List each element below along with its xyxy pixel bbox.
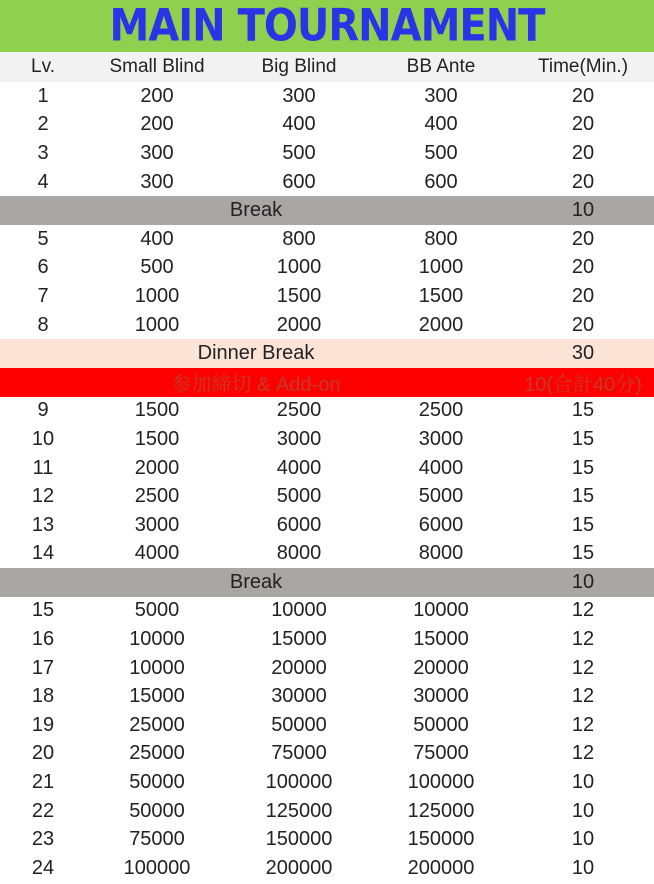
table-row: [0, 111, 654, 140]
table-row: [0, 768, 654, 797]
small-blind-cell: 10000: [129, 628, 185, 651]
time-cell: 15: [571, 513, 595, 536]
bb-ante-cell: 5000: [418, 485, 464, 508]
big-blind-cell: 100000: [265, 771, 333, 794]
big-blind-cell: 50000: [271, 713, 327, 736]
big-blind-cell: 75000: [271, 742, 327, 765]
bb-ante-cell: 100000: [407, 771, 475, 794]
big-blind-cell: 15000: [271, 628, 327, 651]
time-cell: 15: [571, 427, 595, 450]
bb-ante-cell: 400: [424, 113, 458, 136]
bb-ante-cell: 2500: [418, 399, 464, 422]
break-label: Break: [229, 199, 283, 222]
level-cell: 6: [37, 256, 49, 279]
table-row: [0, 797, 654, 826]
bb-ante-cell: 8000: [418, 542, 464, 565]
break-time-cell: 10: [571, 199, 595, 222]
bb-ante-cell: 300: [424, 84, 458, 107]
big-blind-cell: 400: [282, 113, 316, 136]
small-blind-cell: 100000: [123, 856, 191, 879]
table-row: [0, 740, 654, 769]
big-blind-cell: 2500: [276, 399, 322, 422]
table-row: [0, 540, 654, 569]
time-cell: 15: [571, 485, 595, 508]
break-row: [0, 196, 654, 225]
small-blind-cell: 25000: [129, 713, 185, 736]
level-cell: 2: [37, 113, 49, 136]
time-cell: 12: [571, 599, 595, 622]
time-cell: 20: [571, 284, 595, 307]
big-blind-cell: 1500: [276, 284, 322, 307]
level-cell: 24: [31, 856, 55, 879]
small-blind-cell: 50000: [129, 799, 185, 822]
table-row: [0, 825, 654, 854]
bb-ante-cell: 600: [424, 170, 458, 193]
time-cell: 10: [571, 856, 595, 879]
level-cell: 14: [31, 542, 55, 565]
break-row: [0, 568, 654, 597]
small-blind-cell: 15000: [129, 685, 185, 708]
time-cell: 12: [571, 628, 595, 651]
title-bar: [0, 0, 654, 52]
small-blind-cell: 75000: [129, 828, 185, 851]
column-header-time: Time(Min.): [537, 56, 629, 77]
small-blind-cell: 2000: [134, 456, 180, 479]
big-blind-cell: 10000: [271, 599, 327, 622]
table-row: [0, 711, 654, 740]
big-blind-cell: 150000: [265, 828, 333, 851]
table-row: [0, 854, 654, 883]
table-row: [0, 311, 654, 340]
time-cell: 12: [571, 656, 595, 679]
level-cell: 7: [37, 284, 49, 307]
bb-ante-cell: 20000: [413, 656, 469, 679]
bb-ante-cell: 500: [424, 141, 458, 164]
level-cell: 9: [37, 399, 49, 422]
small-blind-cell: 2500: [134, 485, 180, 508]
time-cell: 20: [571, 313, 595, 336]
time-cell: 10: [571, 799, 595, 822]
small-blind-cell: 3000: [134, 513, 180, 536]
small-blind-cell: 300: [140, 141, 174, 164]
small-blind-cell: 1000: [134, 313, 180, 336]
table-row: [0, 168, 654, 197]
bb-ante-cell: 3000: [418, 427, 464, 450]
table-row: [0, 511, 654, 540]
bb-ante-cell: 800: [424, 227, 458, 250]
column-header-level: Lv.: [31, 56, 55, 77]
big-blind-cell: 4000: [276, 456, 322, 479]
table-row: [0, 397, 654, 426]
big-blind-cell: 125000: [265, 799, 333, 822]
time-cell: 20: [571, 84, 595, 107]
level-cell: 5: [37, 227, 49, 250]
big-blind-cell: 600: [282, 170, 316, 193]
table-row: [0, 682, 654, 711]
time-cell: 15: [571, 399, 595, 422]
big-blind-cell: 2000: [276, 313, 322, 336]
level-cell: 12: [31, 485, 55, 508]
blind-structure-table: [0, 52, 654, 883]
level-cell: 21: [31, 771, 55, 794]
level-cell: 3: [37, 141, 49, 164]
bb-ante-cell: 1000: [418, 256, 464, 279]
big-blind-cell: 200000: [265, 856, 333, 879]
bb-ante-cell: 10000: [413, 599, 469, 622]
small-blind-cell: 500: [140, 256, 174, 279]
table-row: [0, 625, 654, 654]
table-row: [0, 482, 654, 511]
bb-ante-cell: 30000: [413, 685, 469, 708]
break-time-cell: 10: [571, 570, 595, 593]
level-cell: 10: [31, 427, 55, 450]
time-cell: 10: [571, 828, 595, 851]
big-blind-cell: 800: [282, 227, 316, 250]
bb-ante-cell: 15000: [413, 628, 469, 651]
table-row: [0, 225, 654, 254]
break-label: 参加締切 & Add-on: [171, 373, 341, 396]
break-time-cell: 10(合計40分): [524, 373, 642, 396]
column-header-small-blind: Small Blind: [109, 56, 205, 77]
dinner-break-row: [0, 339, 654, 368]
time-cell: 20: [571, 227, 595, 250]
small-blind-cell: 200: [140, 84, 174, 107]
small-blind-cell: 4000: [134, 542, 180, 565]
small-blind-cell: 400: [140, 227, 174, 250]
time-cell: 20: [571, 170, 595, 193]
big-blind-cell: 20000: [271, 656, 327, 679]
level-cell: 18: [31, 685, 55, 708]
small-blind-cell: 25000: [129, 742, 185, 765]
page-title: MAIN TOURNAMENT: [109, 0, 545, 52]
break-label: Dinner Break: [197, 342, 315, 365]
time-cell: 12: [571, 685, 595, 708]
big-blind-cell: 8000: [276, 542, 322, 565]
bb-ante-cell: 75000: [413, 742, 469, 765]
column-header-big-blind: Big Blind: [261, 56, 337, 77]
column-header-bb-ante: BB Ante: [406, 56, 476, 77]
time-cell: 12: [571, 713, 595, 736]
table-row: [0, 282, 654, 311]
small-blind-cell: 1000: [134, 284, 180, 307]
big-blind-cell: 30000: [271, 685, 327, 708]
bb-ante-cell: 125000: [407, 799, 475, 822]
time-cell: 20: [571, 256, 595, 279]
time-cell: 20: [571, 113, 595, 136]
table-row: [0, 654, 654, 683]
level-cell: 17: [31, 656, 55, 679]
small-blind-cell: 10000: [129, 656, 185, 679]
time-cell: 12: [571, 742, 595, 765]
bb-ante-cell: 6000: [418, 513, 464, 536]
level-cell: 4: [37, 170, 49, 193]
level-cell: 11: [32, 456, 54, 479]
bb-ante-cell: 1500: [418, 284, 464, 307]
big-blind-cell: 300: [282, 84, 316, 107]
time-cell: 20: [571, 141, 595, 164]
time-cell: 15: [571, 456, 595, 479]
bb-ante-cell: 200000: [407, 856, 475, 879]
small-blind-cell: 50000: [129, 771, 185, 794]
bb-ante-cell: 4000: [418, 456, 464, 479]
small-blind-cell: 200: [140, 113, 174, 136]
table-row: [0, 254, 654, 283]
bb-ante-cell: 50000: [413, 713, 469, 736]
table-row: [0, 425, 654, 454]
level-cell: 15: [31, 599, 55, 622]
small-blind-cell: 5000: [134, 599, 180, 622]
level-cell: 16: [31, 628, 55, 651]
registration-close-addon-row: [0, 368, 654, 397]
table-body: [0, 82, 654, 883]
table-row: [0, 454, 654, 483]
level-cell: 23: [31, 828, 55, 851]
small-blind-cell: 1500: [134, 399, 180, 422]
table-row: [0, 82, 654, 111]
level-cell: 13: [31, 513, 55, 536]
level-cell: 1: [37, 84, 49, 107]
big-blind-cell: 3000: [276, 427, 322, 450]
level-cell: 19: [31, 713, 55, 736]
bb-ante-cell: 2000: [418, 313, 464, 336]
break-label: Break: [229, 570, 283, 593]
big-blind-cell: 1000: [276, 256, 322, 279]
big-blind-cell: 6000: [276, 513, 322, 536]
bb-ante-cell: 150000: [407, 828, 475, 851]
time-cell: 15: [571, 542, 595, 565]
small-blind-cell: 300: [140, 170, 174, 193]
table-row: [0, 597, 654, 626]
level-cell: 8: [37, 313, 49, 336]
table-header: [0, 52, 654, 82]
table-row: [0, 139, 654, 168]
level-cell: 22: [31, 799, 55, 822]
big-blind-cell: 5000: [276, 485, 322, 508]
break-time-cell: 30: [571, 342, 595, 365]
small-blind-cell: 1500: [134, 427, 180, 450]
big-blind-cell: 500: [282, 141, 316, 164]
level-cell: 20: [31, 742, 55, 765]
time-cell: 10: [571, 771, 595, 794]
